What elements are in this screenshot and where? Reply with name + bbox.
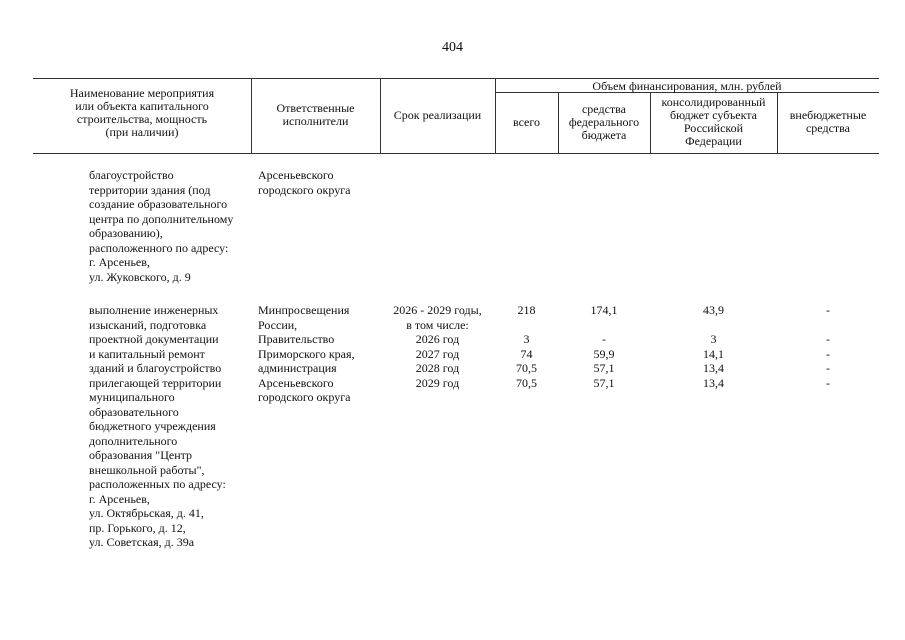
row2-extrabudget-value: - — [826, 303, 830, 317]
row2-name-line: пр. Горького, д. 12, — [89, 520, 186, 535]
row1-name-line: благоустройство — [89, 168, 174, 182]
row2-total-value: 74 — [520, 346, 533, 361]
row1-executor-line: городского округа — [258, 182, 351, 197]
row2-name-line: бюджетного учреждения — [89, 419, 216, 433]
row2-term — [380, 303, 495, 390]
row2-name-line: расположенных по адресу: — [89, 477, 226, 491]
row2-regional-value: 14,1 — [703, 346, 724, 361]
row1-name-line: расположенного по адресу: — [89, 240, 229, 255]
row2-term-line: 2027 год — [415, 346, 460, 361]
row2-federal-value: 59,9 — [593, 346, 615, 361]
row2-executor-line: Приморского края, — [258, 346, 355, 361]
row1-name-line: ул. Жуковского, д. 9 — [89, 269, 191, 284]
row2-total-value: 70,5 — [516, 375, 537, 390]
row2-federal — [558, 303, 650, 390]
header-regional: консолидированный бюджет субъекта Российской Федерации — [661, 95, 766, 148]
row2-extrabudget-value: - — [826, 332, 830, 346]
row2-executor-line: Правительство — [258, 332, 335, 346]
row2-name-line: прилегающей территории — [89, 375, 222, 390]
row2-federal-value: 174,1 — [590, 303, 618, 317]
row2-total-value — [495, 318, 558, 333]
row2-name-line: ул. Советская, д. 39а — [89, 535, 195, 549]
page-number: 404 — [442, 40, 463, 55]
row2-name-line: проектной документации — [89, 332, 219, 346]
row1-name-line: центра по дополнительному — [89, 211, 234, 226]
row2-total-value: 3 — [523, 332, 530, 346]
row2-regional-value: 3 — [710, 332, 717, 346]
row2-extrabudget-value — [777, 318, 879, 333]
row2-total-value: 218 — [517, 303, 536, 317]
row2-executor-line: Арсеньевского — [258, 375, 334, 390]
row2-term-line: 2026 год — [415, 332, 460, 346]
row1-name — [89, 168, 233, 284]
row2-name-line: ул. Октябрьская, д. 41, — [89, 506, 204, 520]
row2-term-line: 2028 год — [415, 361, 460, 375]
row2-name — [89, 303, 226, 550]
header-federal: средства федерального бюджета — [568, 102, 640, 142]
row2-federal-value: 57,1 — [593, 375, 615, 390]
row1-executor-line: Арсеньевского — [258, 168, 334, 182]
row2-term-line: 2026 - 2029 годы, — [393, 303, 482, 317]
row2-term-line: в том числе: — [406, 317, 469, 332]
row2-extrabudget-value: - — [826, 346, 830, 361]
row2-executor-line: Минпросвещения — [258, 303, 350, 317]
row1-name-line: территории здания (под — [89, 182, 211, 197]
row2-term-line: 2029 год — [415, 375, 460, 390]
row2-extrabudget-value: - — [826, 361, 830, 375]
header-term: Срок реализации — [393, 108, 482, 122]
row2-regional-value: 13,4 — [703, 375, 724, 390]
row2-regional-value — [650, 318, 777, 333]
header-total: всего — [512, 115, 541, 129]
row2-federal-value: 57,1 — [593, 361, 615, 375]
row2-federal-value: - — [602, 332, 606, 346]
row2-name-line: зданий и благоустройство — [89, 361, 222, 375]
row2-extrabudget — [777, 303, 879, 390]
row2-federal-value — [558, 318, 650, 333]
row2-name-line: внешкольной работы", — [89, 462, 205, 477]
header-bottom-border — [33, 153, 879, 154]
row2-name-line: выполнение инженерных — [89, 303, 219, 317]
row2-name-line: образовательного — [89, 404, 179, 419]
row2-name-line: дополнительного — [89, 433, 178, 448]
row2-executor-line: России, — [258, 317, 298, 332]
row2-executor-line: администрация — [258, 361, 337, 375]
row2-regional-value: 13,4 — [703, 361, 724, 375]
row2-name-line: изысканий, подготовка — [89, 317, 207, 332]
row2-regional-value: 43,9 — [703, 303, 724, 317]
row2-extrabudget-value: - — [826, 375, 830, 390]
row2-name-line: образования "Центр — [89, 448, 193, 462]
row2-name-line: г. Арсеньев, — [89, 491, 150, 506]
row2-executor-line: городского округа — [258, 390, 351, 404]
row1-name-line: г. Арсеньев, — [89, 255, 150, 269]
header-name: Наименование мероприятия или объекта капитального строительства, мощность (при наличии) — [69, 86, 215, 139]
row2-total-value: 70,5 — [516, 361, 537, 375]
row2-total — [495, 303, 558, 390]
row2-executors — [258, 303, 355, 405]
header-extrabudget: внебюджетные средства — [789, 108, 867, 135]
row1-name-line: образованию), — [89, 226, 163, 240]
row2-name-line: муниципального — [89, 390, 175, 404]
header-executors: Ответственные исполнители — [276, 101, 355, 128]
row2-name-line: и капитальный ремонт — [89, 346, 205, 361]
row1-name-line: создание образовательного — [89, 197, 228, 211]
row2-regional — [650, 303, 777, 390]
row1-executors — [258, 168, 350, 197]
header-funding-group: Объем финансирования, млн. рублей — [592, 79, 782, 93]
